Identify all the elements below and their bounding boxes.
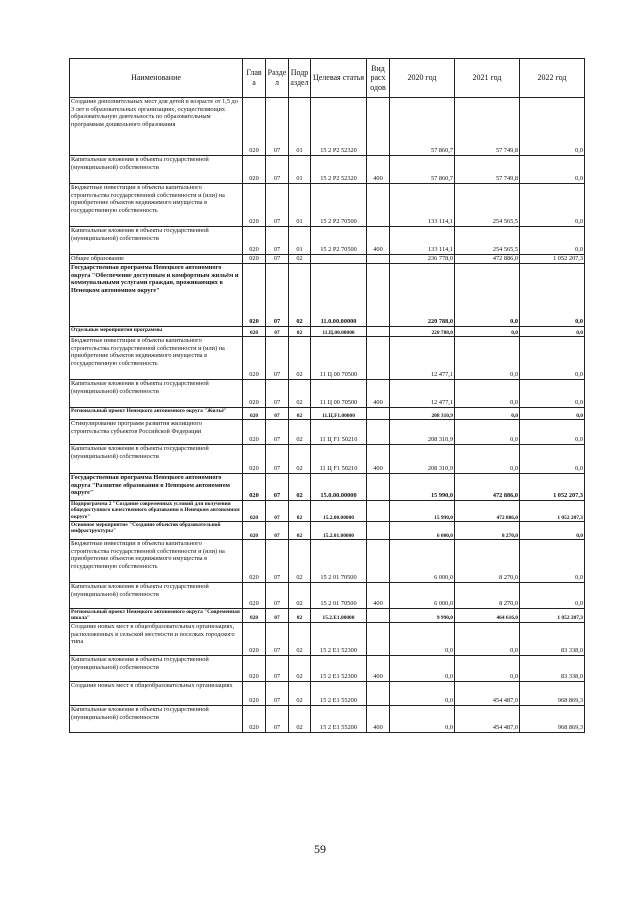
cell-y2022: 0,0 xyxy=(520,227,585,255)
cell-y2022: 0,0 xyxy=(520,380,585,408)
cell-y2022: 0,0 xyxy=(520,337,585,380)
table-row xyxy=(70,609,585,623)
cell-razdel: 07 xyxy=(266,327,289,337)
cell-razdel: 07 xyxy=(266,540,289,583)
cell-vr: 400 xyxy=(367,156,390,184)
cell-name: Основное мероприятие "Создание объектов образовательной инфраструктуры" xyxy=(70,522,243,540)
cell-y2022: 1 052 207,3 xyxy=(520,255,585,264)
table-row xyxy=(70,184,585,227)
cell-y2020: 12 477,1 xyxy=(390,380,455,408)
cell-y2021: 464 616,0 xyxy=(455,609,520,623)
cell-glava: 020 xyxy=(243,98,266,156)
header-2021: 2021 год xyxy=(455,59,520,98)
cell-y2021: 0,0 xyxy=(455,420,520,445)
cell-y2020: 6 000,0 xyxy=(390,583,455,609)
cell-y2020: 57 860,7 xyxy=(390,156,455,184)
cell-name: Капитальные вложения в объекты государственной (муниципальной) собственности xyxy=(70,655,243,681)
cell-y2021: 454 487,0 xyxy=(455,705,520,732)
cell-y2021: 472 886,0 xyxy=(455,501,520,522)
cell-y2020: 220 788,0 xyxy=(390,327,455,337)
cell-y2021: 0,0 xyxy=(455,337,520,380)
table-row xyxy=(70,445,585,474)
cell-glava: 020 xyxy=(243,156,266,184)
cell-vr: 400 xyxy=(367,705,390,732)
cell-vr xyxy=(367,264,390,327)
cell-y2022: 0,0 xyxy=(520,540,585,583)
cell-podrazdel: 02 xyxy=(289,255,311,264)
cell-csr: 11 Ц 00 70500 xyxy=(311,337,367,380)
header-name: Наименование xyxy=(70,59,243,98)
cell-y2020: 0,0 xyxy=(390,705,455,732)
cell-csr: 11.Ц.00.00000 xyxy=(311,327,367,337)
cell-csr: 15 2 01 70500 xyxy=(311,583,367,609)
cell-razdel: 07 xyxy=(266,609,289,623)
cell-name: Бюджетные инвестиции в объекты капитального строительства государственной собственности и (или) на приобретение объектов недвижимого имущества в государственную собственность xyxy=(70,337,243,380)
cell-glava: 020 xyxy=(243,501,266,522)
cell-csr: 11 Ц 00 70500 xyxy=(311,380,367,408)
cell-y2021: 8 270,0 xyxy=(455,522,520,540)
cell-csr: 15.0.00.00000 xyxy=(311,474,367,501)
cell-podrazdel: 01 xyxy=(289,156,311,184)
cell-y2022: 0,0 xyxy=(520,327,585,337)
cell-y2022: 1 052 207,3 xyxy=(520,474,585,501)
cell-podrazdel: 02 xyxy=(289,609,311,623)
header-csr: Целевая статья xyxy=(311,59,367,98)
cell-podrazdel: 02 xyxy=(289,622,311,655)
cell-name: Капитальные вложения в объекты государственной (муниципальной) собственности xyxy=(70,705,243,732)
table-row xyxy=(70,420,585,445)
cell-name: Бюджетные инвестиции в объекты капитального строительства государственной собственности и (или) на приобретение объектов недвижимого имущества в государственную собственность xyxy=(70,184,243,227)
cell-y2020: 220 788,0 xyxy=(390,264,455,327)
cell-razdel: 07 xyxy=(266,501,289,522)
cell-glava: 020 xyxy=(243,705,266,732)
cell-glava: 020 xyxy=(243,522,266,540)
cell-podrazdel: 02 xyxy=(289,540,311,583)
table-row xyxy=(70,227,585,255)
cell-podrazdel: 02 xyxy=(289,327,311,337)
cell-podrazdel: 01 xyxy=(289,227,311,255)
cell-vr xyxy=(367,327,390,337)
cell-csr: 15 2 Е1 55200 xyxy=(311,705,367,732)
cell-y2021: 472 886,0 xyxy=(455,474,520,501)
cell-podrazdel: 02 xyxy=(289,474,311,501)
cell-y2021: 254 565,5 xyxy=(455,227,520,255)
table-body xyxy=(70,98,585,733)
cell-vr xyxy=(367,522,390,540)
cell-y2022: 0,0 xyxy=(520,98,585,156)
cell-vr: 400 xyxy=(367,583,390,609)
cell-name: Государственная программа Ненецкого автономного округа "Обеспечение доступным и комфортным жильём и коммунальными услугами граждан, проживающих в Ненецком автономном округе" xyxy=(70,264,243,327)
cell-vr xyxy=(367,474,390,501)
cell-name: Общее образование xyxy=(70,255,243,264)
cell-y2021: 0,0 xyxy=(455,380,520,408)
table-row xyxy=(70,408,585,420)
table-row xyxy=(70,522,585,540)
budget-table xyxy=(69,58,585,733)
cell-y2021: 57 749,8 xyxy=(455,98,520,156)
cell-y2020: 208 310,9 xyxy=(390,420,455,445)
cell-podrazdel: 02 xyxy=(289,655,311,681)
cell-razdel: 07 xyxy=(266,184,289,227)
cell-y2022: 0,0 xyxy=(520,583,585,609)
cell-y2020: 15 990,0 xyxy=(390,501,455,522)
cell-glava: 020 xyxy=(243,445,266,474)
cell-y2021: 8 270,0 xyxy=(455,583,520,609)
cell-name: Капитальные вложения в объекты государственной (муниципальной) собственности xyxy=(70,227,243,255)
cell-y2022: 0,0 xyxy=(520,156,585,184)
cell-glava: 020 xyxy=(243,408,266,420)
cell-vr xyxy=(367,622,390,655)
cell-y2020: 6 000,0 xyxy=(390,522,455,540)
cell-razdel: 07 xyxy=(266,227,289,255)
cell-y2020: 133 114,1 xyxy=(390,184,455,227)
header-razdel: Разде л xyxy=(266,59,289,98)
cell-name: Региональный проект Ненецкого автономного округа "Современная школа" xyxy=(70,609,243,623)
cell-y2022: 0,0 xyxy=(520,264,585,327)
cell-y2022: 0,0 xyxy=(520,420,585,445)
cell-csr: 15 2 01 70500 xyxy=(311,540,367,583)
cell-y2020: 12 477,1 xyxy=(390,337,455,380)
cell-csr: 15 2 Е1 52300 xyxy=(311,655,367,681)
cell-podrazdel: 02 xyxy=(289,420,311,445)
cell-razdel: 07 xyxy=(266,474,289,501)
cell-y2020: 208 310,9 xyxy=(390,445,455,474)
cell-y2022: 0,0 xyxy=(520,184,585,227)
cell-y2021: 254 565,5 xyxy=(455,184,520,227)
cell-y2021: 0,0 xyxy=(455,327,520,337)
cell-y2020: 15 990,0 xyxy=(390,474,455,501)
cell-podrazdel: 01 xyxy=(289,184,311,227)
cell-y2020: 6 000,0 xyxy=(390,540,455,583)
cell-y2021: 454 487,0 xyxy=(455,681,520,705)
cell-razdel: 07 xyxy=(266,420,289,445)
cell-podrazdel: 02 xyxy=(289,681,311,705)
cell-y2022: 0,0 xyxy=(520,408,585,420)
cell-podrazdel: 02 xyxy=(289,705,311,732)
cell-csr: 15.2.Е1.00000 xyxy=(311,609,367,623)
cell-razdel: 07 xyxy=(266,264,289,327)
cell-razdel: 07 xyxy=(266,655,289,681)
cell-csr: 15 2 Р2 52320 xyxy=(311,98,367,156)
cell-name: Стимулирование программ развития жилищного строительства субъектов Российской Федерации xyxy=(70,420,243,445)
cell-y2021: 0,0 xyxy=(455,408,520,420)
cell-y2020: 0,0 xyxy=(390,681,455,705)
table-row xyxy=(70,156,585,184)
cell-y2022: 0,0 xyxy=(520,522,585,540)
cell-y2021: 0,0 xyxy=(455,445,520,474)
cell-y2021: 0,0 xyxy=(455,264,520,327)
cell-y2020: 236 778,0 xyxy=(390,255,455,264)
cell-y2021: 8 270,0 xyxy=(455,540,520,583)
cell-csr: 15.2.01.00000 xyxy=(311,522,367,540)
cell-vr xyxy=(367,501,390,522)
cell-vr xyxy=(367,681,390,705)
cell-y2020: 0,0 xyxy=(390,622,455,655)
cell-glava: 020 xyxy=(243,474,266,501)
cell-name: Капитальные вложения в объекты государственной (муниципальной) собственности xyxy=(70,380,243,408)
cell-csr: 11 Ц F1 50210 xyxy=(311,420,367,445)
table-row xyxy=(70,327,585,337)
header-2022: 2022 год xyxy=(520,59,585,98)
cell-vr xyxy=(367,184,390,227)
cell-razdel: 07 xyxy=(266,681,289,705)
cell-razdel: 07 xyxy=(266,98,289,156)
cell-glava: 020 xyxy=(243,583,266,609)
cell-y2022: 968 869,3 xyxy=(520,705,585,732)
header-podrazdel: Подр аздел xyxy=(289,59,311,98)
header-2020: 2020 год xyxy=(390,59,455,98)
table-row xyxy=(70,98,585,156)
cell-glava: 020 xyxy=(243,255,266,264)
cell-vr xyxy=(367,98,390,156)
cell-csr: 15 2 Р2 70500 xyxy=(311,184,367,227)
cell-razdel: 07 xyxy=(266,522,289,540)
cell-glava: 020 xyxy=(243,609,266,623)
cell-glava: 020 xyxy=(243,380,266,408)
cell-razdel: 07 xyxy=(266,622,289,655)
cell-csr: 15.2.00.00000 xyxy=(311,501,367,522)
cell-name: Создание новых мест в общеобразовательных организациях xyxy=(70,681,243,705)
cell-glava: 020 xyxy=(243,681,266,705)
cell-glava: 020 xyxy=(243,264,266,327)
cell-csr: 15 2 Е1 55200 xyxy=(311,681,367,705)
header-vr: Вид расх одов xyxy=(367,59,390,98)
cell-razdel: 07 xyxy=(266,255,289,264)
cell-csr: 15 2 Р2 52320 xyxy=(311,156,367,184)
table-row xyxy=(70,501,585,522)
cell-csr: 15 2 Р2 70500 xyxy=(311,227,367,255)
cell-glava: 020 xyxy=(243,184,266,227)
table-row xyxy=(70,622,585,655)
cell-glava: 020 xyxy=(243,655,266,681)
cell-csr: 15 2 Е1 52300 xyxy=(311,622,367,655)
cell-vr: 400 xyxy=(367,380,390,408)
cell-glava: 020 xyxy=(243,327,266,337)
cell-podrazdel: 02 xyxy=(289,445,311,474)
cell-vr xyxy=(367,609,390,623)
cell-glava: 020 xyxy=(243,420,266,445)
cell-y2020: 9 990,0 xyxy=(390,609,455,623)
cell-name: Создание новых мест в общеобразовательных организациях, расположенных в сельской местности и поселках городского типа xyxy=(70,622,243,655)
cell-vr: 400 xyxy=(367,445,390,474)
cell-y2020: 133 114,1 xyxy=(390,227,455,255)
cell-vr xyxy=(367,540,390,583)
cell-name: Капитальные вложения в объекты государственной (муниципальной) собственности xyxy=(70,445,243,474)
cell-podrazdel: 01 xyxy=(289,98,311,156)
cell-razdel: 07 xyxy=(266,445,289,474)
cell-vr: 400 xyxy=(367,655,390,681)
table-row xyxy=(70,255,585,264)
cell-vr xyxy=(367,255,390,264)
cell-podrazdel: 02 xyxy=(289,264,311,327)
cell-name: Подпрограмма 2 "Создание современных условий для получения общедоступного качественного образования в Ненецком автономном округе" xyxy=(70,501,243,522)
cell-y2021: 0,0 xyxy=(455,622,520,655)
cell-y2020: 208 310,9 xyxy=(390,408,455,420)
cell-vr xyxy=(367,337,390,380)
cell-y2020: 57 860,7 xyxy=(390,98,455,156)
cell-podrazdel: 02 xyxy=(289,408,311,420)
cell-podrazdel: 02 xyxy=(289,522,311,540)
cell-vr xyxy=(367,408,390,420)
cell-csr: 11.0.00.00000 xyxy=(311,264,367,327)
cell-vr xyxy=(367,420,390,445)
table-row xyxy=(70,540,585,583)
cell-y2020: 0,0 xyxy=(390,655,455,681)
cell-name: Капитальные вложения в объекты государственной (муниципальной) собственности xyxy=(70,156,243,184)
table-row xyxy=(70,681,585,705)
cell-podrazdel: 02 xyxy=(289,501,311,522)
cell-csr xyxy=(311,255,367,264)
cell-y2022: 1 052 207,3 xyxy=(520,609,585,623)
cell-csr: 11 Ц F1 50210 xyxy=(311,445,367,474)
cell-name: Отдельные мероприятия программы xyxy=(70,327,243,337)
cell-razdel: 07 xyxy=(266,380,289,408)
cell-y2022: 0,0 xyxy=(520,445,585,474)
cell-glava: 020 xyxy=(243,227,266,255)
table-row xyxy=(70,337,585,380)
table-row xyxy=(70,655,585,681)
cell-razdel: 07 xyxy=(266,156,289,184)
cell-y2022: 968 869,3 xyxy=(520,681,585,705)
table-row xyxy=(70,380,585,408)
cell-y2021: 0,0 xyxy=(455,655,520,681)
cell-glava: 020 xyxy=(243,540,266,583)
cell-name: Государственная программа Ненецкого автономного округа "Развитие образования в Ненецком автономном округе" xyxy=(70,474,243,501)
header-row xyxy=(70,59,585,98)
table-row xyxy=(70,474,585,501)
cell-y2021: 472 886,0 xyxy=(455,255,520,264)
table-row xyxy=(70,264,585,327)
cell-razdel: 07 xyxy=(266,408,289,420)
page-number: 59 xyxy=(314,842,326,856)
cell-vr: 400 xyxy=(367,227,390,255)
header-glava: Глав а xyxy=(243,59,266,98)
cell-csr: 11.Ц.F1.00000 xyxy=(311,408,367,420)
cell-glava: 020 xyxy=(243,337,266,380)
cell-y2021: 57 749,8 xyxy=(455,156,520,184)
cell-name: Капитальные вложения в объекты государственной (муниципальной) собственности xyxy=(70,583,243,609)
cell-name: Создание дополнительных мест для детей в возрасте от 1,5 до 3 лет в образовательных организациях, осуществляющих образовательную деятельность по образовательным программам дошкольного образования xyxy=(70,98,243,156)
cell-podrazdel: 02 xyxy=(289,380,311,408)
cell-name: Бюджетные инвестиции в объекты капитального строительства государственной собственности и (или) на приобретение объектов недвижимого имущества в государственную собственность xyxy=(70,540,243,583)
cell-glava: 020 xyxy=(243,622,266,655)
cell-y2022: 1 052 207,3 xyxy=(520,501,585,522)
cell-razdel: 07 xyxy=(266,583,289,609)
table-row xyxy=(70,583,585,609)
cell-y2022: 83 338,0 xyxy=(520,622,585,655)
cell-name: Региональный проект Ненецкого автономного округа "Жильё" xyxy=(70,408,243,420)
cell-podrazdel: 02 xyxy=(289,583,311,609)
cell-podrazdel: 02 xyxy=(289,337,311,380)
cell-y2022: 83 338,0 xyxy=(520,655,585,681)
cell-razdel: 07 xyxy=(266,337,289,380)
cell-razdel: 07 xyxy=(266,705,289,732)
table-row xyxy=(70,705,585,732)
